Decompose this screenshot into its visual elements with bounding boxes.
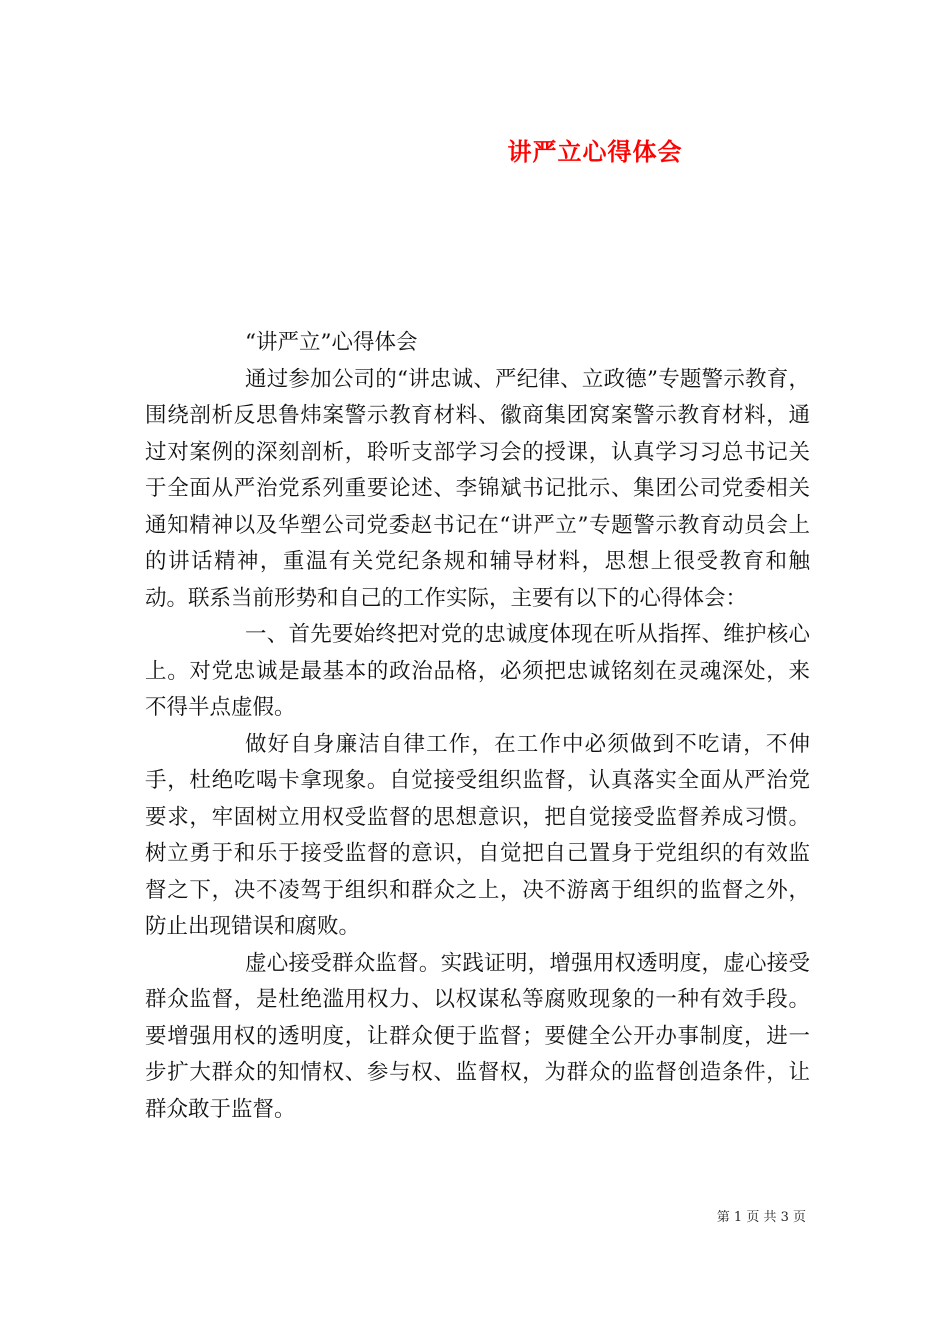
page-number-footer: 第 1 页 共 3 页 — [716, 1210, 806, 1225]
document-body — [145, 325, 810, 1128]
document-title: 讲严立心得体会 — [507, 137, 683, 166]
paragraph-loyalty: 一、首先要始终把对党的忠诚度体现在听从指挥、维护核心上。对党忠诚是最基本的政治品格，必须把忠诚铭刻在灵魂深处，来不得半点虚假。 — [145, 622, 810, 720]
paragraph-intro: 通过参加公司的“讲忠诚、严纪律、立政德”专题警示教育，围绕剖析反思鲁炜案警示教育材料、徽商集团窝案警示教育材料，通过对案例的深刻剖析，聆听支部学习会的授课，认真学习习总书记关于全面从严治党系列重要论述、李锦斌书记批示、集团公司党委相关通知精神以及华塑公司党委赵书记在“讲严立”专题警示教育动员会上的讲话精神，重温有关党纪条规和辅导材料，思想上很受教育和触动。联系当前形势和自己的工作实际，主要有以下的心得体会： — [145, 366, 810, 611]
paragraph-self-discipline: 做好自身廉洁自律工作，在工作中必须做到不吃请，不伸手，杜绝吃喝卡拿现象。自觉接受组织监督，认真落实全面从严治党要求，牢固树立用权受监督的思想意识，把自觉接受监督养成习惯。树立勇于和乐于接受监督的意识，自觉把自己置身于党组织的有效监督之下，决不凌驾于组织和群众之上，决不游离于组织的监督之外，防止出现错误和腐败。 — [145, 731, 810, 939]
document-subtitle: “讲严立”心得体会 — [245, 330, 418, 355]
paragraph-public-supervision: 虚心接受群众监督。实践证明，增强用权透明度，虚心接受群众监督，是杜绝滥用权力、以权谋私等腐败现象的一种有效手段。要增强用权的透明度，让群众便于监督；要健全公开办事制度，进一步扩大群众的知情权、参与权、监督权，为群众的监督创造条件，让群众敢于监督。 — [145, 950, 810, 1122]
